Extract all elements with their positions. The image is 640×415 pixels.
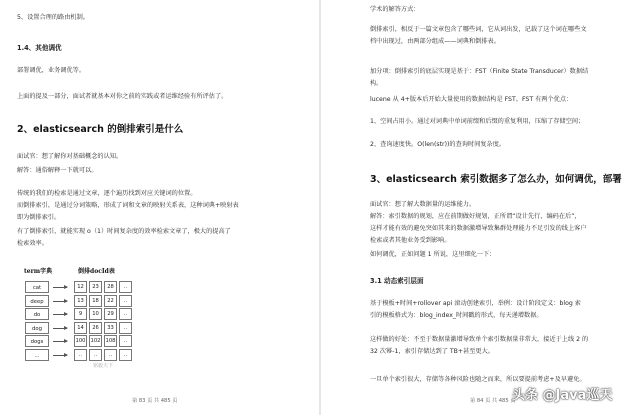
benefit-line-cont: 32 次幂-1，索引存储达到了 TB+甚至更大。 [370, 348, 494, 355]
docid-table-title: 倒排docId表 [78, 268, 115, 275]
docid-cell: 100 [74, 335, 87, 347]
docid-cell: 108 [104, 335, 117, 347]
heading-inverted-index: 2、elasticsearch 的倒排索引是什么 [17, 124, 184, 135]
template-rollover-line: 基于模板+时间+rollover api 滚动创建索引，举例：设计阶段定义：blog 索 [370, 300, 581, 307]
right-page [322, 0, 640, 415]
docid-cell: .. [119, 281, 132, 293]
left-page [0, 0, 318, 415]
docid-cell: 14 [74, 322, 87, 334]
mapping-arrow [53, 355, 67, 356]
mapping-arrow [53, 314, 67, 315]
docid-cell: 12 [74, 281, 87, 293]
docid-cell: 22 [104, 295, 117, 307]
right-answer-line3: 检索或者其他业务受到影响。 [370, 237, 451, 244]
page-divider [319, 0, 321, 415]
left-page-footer: 第 83 页 共 485 页 [132, 398, 178, 404]
heading-index-tuning: 3、elasticsearch 索引数据多了怎么办，如何调优，部署 [370, 174, 622, 185]
mapping-arrow [53, 301, 67, 302]
docid-cell: .. [119, 308, 132, 320]
para-inverted: 而倒排索引，是通过分词策略，形成了词和文章的映射关系表，这种词典+映射表 [17, 202, 239, 209]
docid-cell: .. [119, 322, 132, 334]
docid-cell: .. [119, 335, 132, 347]
docid-cell: .. [119, 349, 132, 361]
docid-cell: .. [89, 349, 102, 361]
interviewer-line: 面试官：想了解你对基础概念的认知。 [17, 153, 123, 160]
right-answer-line2: 这样才能有效的避免突如其来的数据激增导致集群处理能力不足引发的线上客户 [370, 225, 587, 232]
docid-cell: 23 [89, 281, 102, 293]
docid-cell: 18 [89, 295, 102, 307]
docid-cell: 29 [104, 308, 117, 320]
para-traditional: 传统的我们的检索是通过文章，逐个遍历找到对应关键词的位置。 [17, 190, 197, 197]
bonus-point-line: 加分项：倒排索引的底层实现是基于：FST（Finite State Transducer）数据结 [370, 68, 589, 75]
right-page-footer: 第 84 页 共 485 页 [470, 398, 516, 404]
term-box: do [25, 308, 49, 320]
heading-3-1: 3.1 动态索引层面 [370, 277, 424, 285]
deploy-tuning-line: 部署调优，业务调优等。 [17, 67, 86, 74]
term-box: deep [25, 295, 49, 307]
heading-1-4: 1.4、其他调优 [17, 44, 62, 52]
mapping-arrow [53, 341, 67, 342]
term-box: cat [25, 281, 49, 293]
docid-cell: .. [74, 349, 87, 361]
para-o1: 有了倒排索引，就能实现 o（1）时间复杂度的效率检索文章了，极大的提高了 [17, 228, 231, 235]
docid-cell: 13 [74, 295, 87, 307]
answer-line: 解答：通俗解释一下就可以。 [17, 167, 98, 174]
docid-cell: 26 [89, 322, 102, 334]
term-box: dogs [25, 335, 49, 347]
watermark-text: 头条 @Java巡天 [512, 388, 613, 403]
figure-caption-watermark: 铭毅天下 [93, 363, 114, 369]
summary-line: 上面的提及一部分，面试者就基本对你之前的实践或者运维经验有所评估了。 [17, 93, 228, 100]
para-o1-cont: 检索效率。 [17, 240, 48, 247]
docid-cell: 10 [89, 308, 102, 320]
docid-cell: 9 [74, 308, 87, 320]
docid-cell: .. [119, 295, 132, 307]
fst-advantage-2: 2、查询速度快。O(len(str))的查询时间复杂度。 [370, 141, 506, 148]
docid-cell: .. [104, 349, 117, 361]
docid-cell: 33 [104, 322, 117, 334]
right-para1-cont: 档中出现过，由两部分组成——词典和倒排表。 [370, 38, 500, 45]
right-para1: 倒排索引，相反于一篇文章包含了哪些词，它从词出发，记载了这个词在哪些文 [370, 26, 587, 33]
mapping-arrow [53, 328, 67, 329]
term-dict-title: term字典 [24, 268, 53, 275]
docid-cell: 102 [89, 335, 102, 347]
bonus-point-cont: 构。 [370, 80, 383, 87]
right-answer-line: 解答：索引数据的规划，应在前期做好规划，正所谓“设计先行，编码在后”， [370, 213, 581, 220]
mapping-arrow [53, 287, 67, 288]
docid-cell: 28 [104, 281, 117, 293]
academic-answer-line: 学术的解答方式： [370, 6, 420, 13]
template-rollover-cont: 引的模板格式为：blog_index_时间戳的形式，每天递增数据。 [370, 312, 543, 319]
lucene-fst-line: lucene 从 4+版本后开始大量使用的数据结构是 FST。FST 有两个优点： [370, 96, 573, 103]
para-inverted-cont: 即为倒排索引。 [17, 214, 61, 221]
fst-advantage-1: 1、空间占用小。通过对词典中单词前缀和后缀的重复利用，压缩了存储空间； [370, 118, 585, 125]
risk-line: 一旦单个索引很大，存储等各种风险也随之而来，所以要提前考虑+及早避免。 [370, 376, 586, 383]
term-box: dog [25, 322, 49, 334]
term-box: ... [25, 349, 49, 361]
benefit-line: 这样做的好处：不至于数据量激增导致单个索引数据量非常大，接近于上线 2 的 [370, 336, 589, 343]
howto-line: 如何调优，正如问题 1 所说，这里细化一下： [370, 251, 496, 258]
right-interviewer-line: 面试官：想了解大数据量的运维能力。 [370, 201, 476, 208]
left-line-routing: 5、设置合理的路由机制。 [17, 14, 89, 21]
